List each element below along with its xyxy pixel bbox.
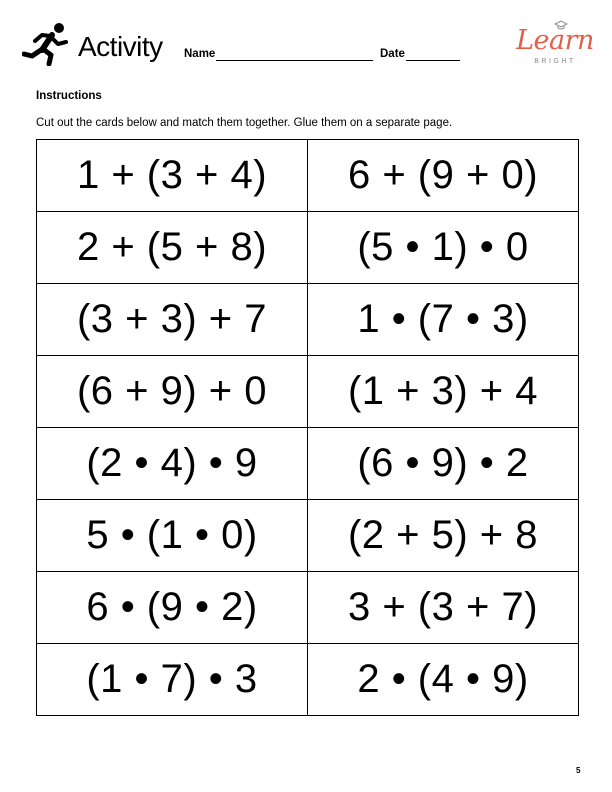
card[interactable]: 2 • (4 • 9) xyxy=(308,644,579,716)
card[interactable]: (5 • 1) • 0 xyxy=(308,212,579,284)
card-row xyxy=(37,212,579,284)
card-row xyxy=(37,572,579,644)
instructions-text: Cut out the cards below and match them together. Glue them on a separate page. xyxy=(36,117,453,129)
logo-subword: BRIGHT xyxy=(534,58,576,65)
card[interactable]: (2 + 5) + 8 xyxy=(308,500,579,572)
card-row xyxy=(37,140,579,212)
page-number: 5 xyxy=(576,766,581,775)
card[interactable]: 6 • (9 • 2) xyxy=(37,572,308,644)
date-field[interactable] xyxy=(406,60,460,61)
card[interactable]: (2 • 4) • 9 xyxy=(37,428,308,500)
running-person-icon xyxy=(22,22,70,66)
cards-table xyxy=(36,139,579,716)
card-row xyxy=(37,644,579,716)
logo-word: Learn xyxy=(516,25,594,56)
card[interactable]: (1 • 7) • 3 xyxy=(37,644,308,716)
name-field[interactable] xyxy=(216,60,373,61)
instructions-heading: Instructions xyxy=(36,90,102,102)
card-row xyxy=(37,500,579,572)
card[interactable]: (3 + 3) + 7 xyxy=(37,284,308,356)
card[interactable]: 1 • (7 • 3) xyxy=(308,284,579,356)
learn-bright-logo xyxy=(516,26,594,74)
card[interactable]: 5 • (1 • 0) xyxy=(37,500,308,572)
activity-title: Activity xyxy=(78,31,163,62)
card-row xyxy=(37,284,579,356)
card[interactable]: 3 + (3 + 7) xyxy=(308,572,579,644)
page-header xyxy=(0,0,612,80)
card[interactable]: 6 + (9 + 0) xyxy=(308,140,579,212)
name-label: Name xyxy=(184,48,216,60)
card[interactable]: 1 + (3 + 4) xyxy=(37,140,308,212)
card[interactable]: 2 + (5 + 8) xyxy=(37,212,308,284)
card[interactable]: (1 + 3) + 4 xyxy=(308,356,579,428)
card[interactable]: (6 • 9) • 2 xyxy=(308,428,579,500)
card-row xyxy=(37,428,579,500)
card[interactable]: (6 + 9) + 0 xyxy=(37,356,308,428)
card-row xyxy=(37,356,579,428)
date-label: Date xyxy=(380,48,405,60)
